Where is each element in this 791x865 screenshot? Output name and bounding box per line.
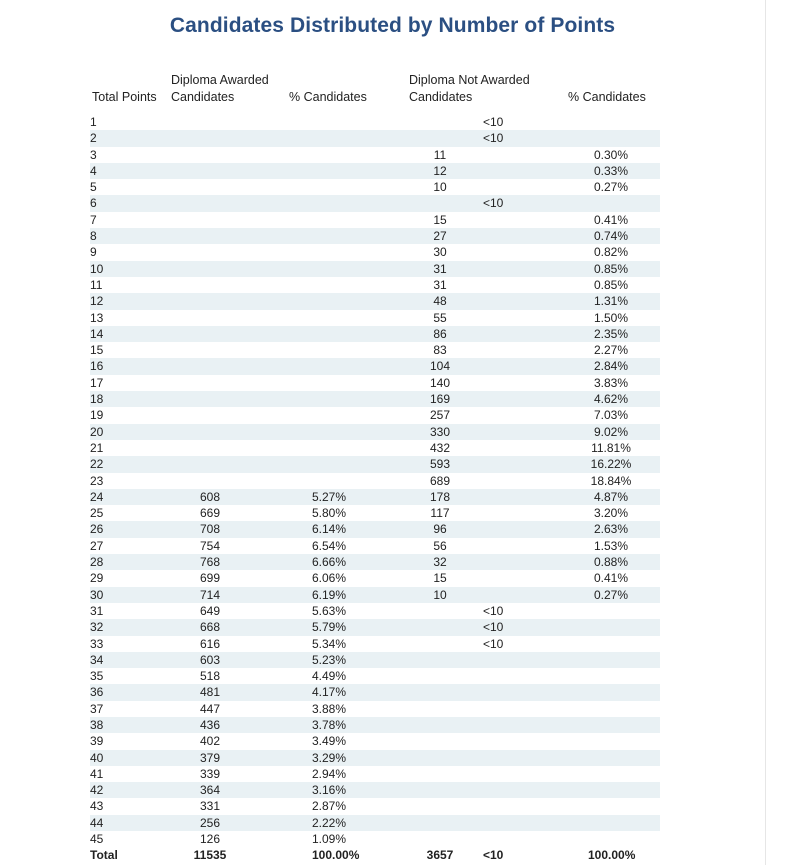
dna-percent-cell: 0.33% xyxy=(593,163,629,178)
dna-candidates-cell: 86 xyxy=(433,326,447,341)
points-cell: 7 xyxy=(90,212,97,227)
da-percent-cell: 3.16% xyxy=(312,783,347,798)
da-candidates-cell: 616 xyxy=(199,636,221,651)
points-cell: 19 xyxy=(90,408,104,423)
dna-percent-cell: 2.27% xyxy=(593,343,629,358)
da-percent-cell: 2.87% xyxy=(312,799,347,814)
dna-candidates-cell: 48 xyxy=(433,294,447,309)
da-candidates-cell: 669 xyxy=(199,506,221,521)
total-da-percent: 100.00% xyxy=(312,848,360,863)
table-row xyxy=(90,342,660,358)
table-row xyxy=(90,407,660,423)
da-candidates-cell: 518 xyxy=(199,669,221,684)
dna-percent-cell: 0.88% xyxy=(593,555,629,570)
points-cell: 10 xyxy=(90,261,104,276)
table-row xyxy=(90,603,660,619)
dna-less-than-cell: <10 xyxy=(483,196,504,211)
da-percent-cell: 2.22% xyxy=(312,815,347,830)
dna-percent-cell: 0.30% xyxy=(593,147,629,162)
da-percent-cell: 5.23% xyxy=(312,652,347,667)
points-cell: 24 xyxy=(90,489,104,504)
points-cell: 6 xyxy=(90,196,97,211)
table-row xyxy=(90,440,660,456)
dna-candidates-cell: 31 xyxy=(433,277,447,292)
points-cell: 1 xyxy=(90,115,97,129)
dna-percent-cell: 4.62% xyxy=(593,392,629,407)
da-candidates-cell: 402 xyxy=(199,734,221,749)
table-row xyxy=(90,798,660,814)
table-row xyxy=(90,684,660,700)
total-dna-percent: 100.00% xyxy=(588,848,636,863)
points-cell: 33 xyxy=(90,636,104,651)
dna-candidates-cell: 104 xyxy=(429,359,451,374)
table-row xyxy=(90,636,660,652)
table-row xyxy=(90,782,660,798)
total-row xyxy=(90,847,660,863)
table-row xyxy=(90,750,660,766)
dna-percent-cell: 0.85% xyxy=(593,261,629,276)
table-row xyxy=(90,293,660,309)
da-percent-cell: 3.29% xyxy=(312,750,347,765)
table-row xyxy=(90,130,660,146)
points-cell: 35 xyxy=(90,669,104,684)
points-cell: 18 xyxy=(90,392,104,407)
points-cell: 40 xyxy=(90,750,104,765)
da-candidates-cell: 603 xyxy=(199,652,221,667)
dna-less-than-cell: <10 xyxy=(483,603,504,618)
dna-less-than-cell: <10 xyxy=(483,620,504,635)
dna-candidates-cell: 432 xyxy=(429,440,451,455)
points-table-body xyxy=(90,114,660,864)
table-row xyxy=(90,521,660,537)
header-dna-percent: % Candidates xyxy=(568,90,646,104)
dna-candidates-cell: 30 xyxy=(433,245,447,260)
dna-percent-cell: 18.84% xyxy=(590,473,632,488)
dna-percent-cell: 1.53% xyxy=(593,538,629,553)
points-cell: 12 xyxy=(90,294,104,309)
header-da-candidates: Candidates xyxy=(171,90,235,104)
dna-candidates-cell: 593 xyxy=(429,457,451,472)
points-cell: 29 xyxy=(90,571,104,586)
dna-less-than-cell: <10 xyxy=(483,131,504,146)
table-row xyxy=(90,733,660,749)
da-percent-cell: 6.06% xyxy=(312,571,347,586)
dna-percent-cell: 1.50% xyxy=(593,310,629,325)
table-row xyxy=(90,456,660,472)
table-row xyxy=(90,668,660,684)
points-cell: 4 xyxy=(90,163,97,178)
points-cell: 36 xyxy=(90,685,104,700)
table-row xyxy=(90,195,660,211)
table-row xyxy=(90,554,660,570)
dna-candidates-cell: 330 xyxy=(429,424,451,439)
da-candidates-cell: 126 xyxy=(199,832,221,847)
dna-candidates-cell: 32 xyxy=(433,555,447,570)
da-percent-cell: 6.14% xyxy=(312,522,347,537)
table-row xyxy=(90,505,660,521)
da-candidates-cell: 699 xyxy=(199,571,221,586)
dna-percent-cell: 3.83% xyxy=(593,375,629,390)
da-percent-cell: 5.79% xyxy=(312,620,347,635)
points-cell: 44 xyxy=(90,815,104,830)
dna-candidates-cell: 10 xyxy=(433,587,447,602)
da-candidates-cell: 379 xyxy=(199,750,221,765)
table-row xyxy=(90,815,660,831)
points-cell: 15 xyxy=(90,343,104,358)
points-cell: 32 xyxy=(90,620,104,635)
da-percent-cell: 5.63% xyxy=(312,603,347,618)
points-cell: 45 xyxy=(90,832,104,847)
da-percent-cell: 3.88% xyxy=(312,701,347,716)
header-dna-candidates: Candidates xyxy=(409,90,473,104)
da-percent-cell: 1.09% xyxy=(312,832,347,847)
table-row xyxy=(90,212,660,228)
points-cell: 16 xyxy=(90,359,104,374)
table-row xyxy=(90,261,660,277)
points-cell: 21 xyxy=(90,440,104,455)
points-cell: 34 xyxy=(90,652,104,667)
dna-percent-cell: 16.22% xyxy=(590,457,632,472)
table-row xyxy=(90,358,660,374)
dna-percent-cell: 9.02% xyxy=(593,424,629,439)
dna-candidates-cell: 56 xyxy=(433,538,447,553)
da-candidates-cell: 481 xyxy=(199,685,221,700)
da-percent-cell: 5.80% xyxy=(312,506,347,521)
page-title: Candidates Distributed by Number of Points xyxy=(169,14,616,37)
dna-candidates-cell: 15 xyxy=(433,571,447,586)
points-cell: 17 xyxy=(90,375,104,390)
dna-candidates-cell: 117 xyxy=(430,506,450,521)
da-percent-cell: 3.78% xyxy=(312,717,347,732)
points-cell: 28 xyxy=(90,555,104,570)
points-cell: 23 xyxy=(90,473,104,488)
da-percent-cell: 6.66% xyxy=(312,555,347,570)
dna-percent-cell: 0.41% xyxy=(593,571,629,586)
points-cell: 30 xyxy=(90,587,104,602)
da-candidates-cell: 339 xyxy=(199,766,221,781)
da-candidates-cell: 436 xyxy=(199,717,221,732)
da-percent-cell: 6.54% xyxy=(312,538,347,553)
points-cell: 5 xyxy=(90,180,97,195)
table-row xyxy=(90,766,660,782)
table-row xyxy=(90,147,660,163)
table-row xyxy=(90,244,660,260)
table-row xyxy=(90,424,660,440)
dna-percent-cell: 0.85% xyxy=(593,277,629,292)
dna-percent-cell: 2.84% xyxy=(593,359,629,374)
table-row xyxy=(90,701,660,717)
total-da-candidates: 11535 xyxy=(193,848,227,863)
dna-percent-cell: 3.20% xyxy=(593,506,629,521)
header-total-points: Total Points xyxy=(92,90,157,104)
table-row xyxy=(90,326,660,342)
dna-less-than-cell: <10 xyxy=(483,115,504,129)
da-candidates-cell: 668 xyxy=(199,620,221,635)
dna-candidates-cell: 83 xyxy=(433,343,447,358)
da-percent-cell: 5.34% xyxy=(312,636,347,651)
da-percent-cell: 4.49% xyxy=(312,669,347,684)
dna-percent-cell: 0.82% xyxy=(593,245,629,260)
table-row xyxy=(90,391,660,407)
points-cell: 13 xyxy=(90,310,104,325)
da-candidates-cell: 714 xyxy=(199,587,221,602)
dna-candidates-cell: 689 xyxy=(429,473,451,488)
da-percent-cell: 2.94% xyxy=(312,766,347,781)
dna-percent-cell: 0.27% xyxy=(593,587,629,602)
da-candidates-cell: 649 xyxy=(199,603,221,618)
da-candidates-cell: 754 xyxy=(199,538,221,553)
dna-percent-cell: 0.74% xyxy=(593,229,629,244)
table-row xyxy=(90,277,660,293)
header-da-percent: % Candidates xyxy=(289,90,367,104)
dna-candidates-cell: 31 xyxy=(433,261,447,276)
points-cell: 11 xyxy=(90,277,103,292)
da-percent-cell: 5.27% xyxy=(312,489,347,504)
da-percent-cell: 6.19% xyxy=(312,587,347,602)
dna-candidates-cell: 169 xyxy=(429,392,451,407)
total-dna-candidates: 3657 xyxy=(426,848,454,863)
table-row xyxy=(90,587,660,603)
table-row xyxy=(90,652,660,668)
da-percent-cell: 4.17% xyxy=(312,685,347,700)
points-cell: 31 xyxy=(90,603,104,618)
points-cell: 3 xyxy=(90,147,97,162)
dna-candidates-cell: 10 xyxy=(433,180,447,195)
dna-candidates-cell: 15 xyxy=(433,212,447,227)
header-diploma-awarded: Diploma Awarded xyxy=(171,73,269,87)
dna-candidates-cell: 178 xyxy=(429,489,451,504)
da-candidates-cell: 256 xyxy=(199,815,221,830)
dna-candidates-cell: 257 xyxy=(429,408,451,423)
dna-candidates-cell: 96 xyxy=(433,522,447,537)
points-cell: 39 xyxy=(90,734,104,749)
da-candidates-cell: 708 xyxy=(199,522,221,537)
dna-candidates-cell: 11 xyxy=(433,147,447,162)
points-cell: 2 xyxy=(90,131,97,146)
points-cell: 8 xyxy=(90,229,97,244)
da-candidates-cell: 447 xyxy=(199,701,221,716)
points-cell: 38 xyxy=(90,717,104,732)
dna-percent-cell: 0.27% xyxy=(593,180,629,195)
da-candidates-cell: 768 xyxy=(199,555,221,570)
table-row xyxy=(90,570,660,586)
dna-candidates-cell: 12 xyxy=(433,163,447,178)
da-candidates-cell: 608 xyxy=(199,489,221,504)
total-label: Total xyxy=(90,848,118,863)
dna-percent-cell: 4.87% xyxy=(593,489,629,504)
table-row xyxy=(90,489,660,505)
dna-candidates-cell: 27 xyxy=(433,229,447,244)
dna-percent-cell: 0.41% xyxy=(593,212,629,227)
table-row xyxy=(90,375,660,391)
table-row xyxy=(90,163,660,179)
table-row xyxy=(90,228,660,244)
dna-percent-cell: 2.35% xyxy=(593,326,629,341)
dna-candidates-cell: 55 xyxy=(433,310,447,325)
da-candidates-cell: 331 xyxy=(199,799,221,814)
dna-percent-cell: 11.81% xyxy=(591,440,631,455)
dna-percent-cell: 2.63% xyxy=(593,522,629,537)
table-row xyxy=(90,619,660,635)
points-cell: 41 xyxy=(90,766,104,781)
da-percent-cell: 3.49% xyxy=(312,734,347,749)
page-edge-divider xyxy=(765,0,766,865)
points-cell: 25 xyxy=(90,506,104,521)
header-diploma-not-awarded: Diploma Not Awarded xyxy=(409,73,530,87)
table-row xyxy=(90,717,660,733)
points-cell: 43 xyxy=(90,799,104,814)
points-cell: 26 xyxy=(90,522,104,537)
dna-percent-cell: 7.03% xyxy=(593,408,629,423)
table-row xyxy=(90,310,660,326)
points-cell: 20 xyxy=(90,424,104,439)
total-dna-less-than: <10 xyxy=(483,848,504,863)
points-cell: 9 xyxy=(90,245,97,260)
points-cell: 37 xyxy=(90,701,104,716)
points-cell: 14 xyxy=(90,326,104,341)
dna-percent-cell: 1.31% xyxy=(593,294,629,309)
points-cell: 22 xyxy=(90,457,104,472)
table-row xyxy=(90,473,660,489)
table-row xyxy=(90,831,660,847)
table-row xyxy=(90,538,660,554)
points-cell: 27 xyxy=(90,538,104,553)
points-cell: 42 xyxy=(90,783,104,798)
table-row xyxy=(90,114,660,130)
dna-less-than-cell: <10 xyxy=(483,636,504,651)
dna-candidates-cell: 140 xyxy=(429,375,451,390)
table-row xyxy=(90,179,660,195)
da-candidates-cell: 364 xyxy=(199,783,221,798)
